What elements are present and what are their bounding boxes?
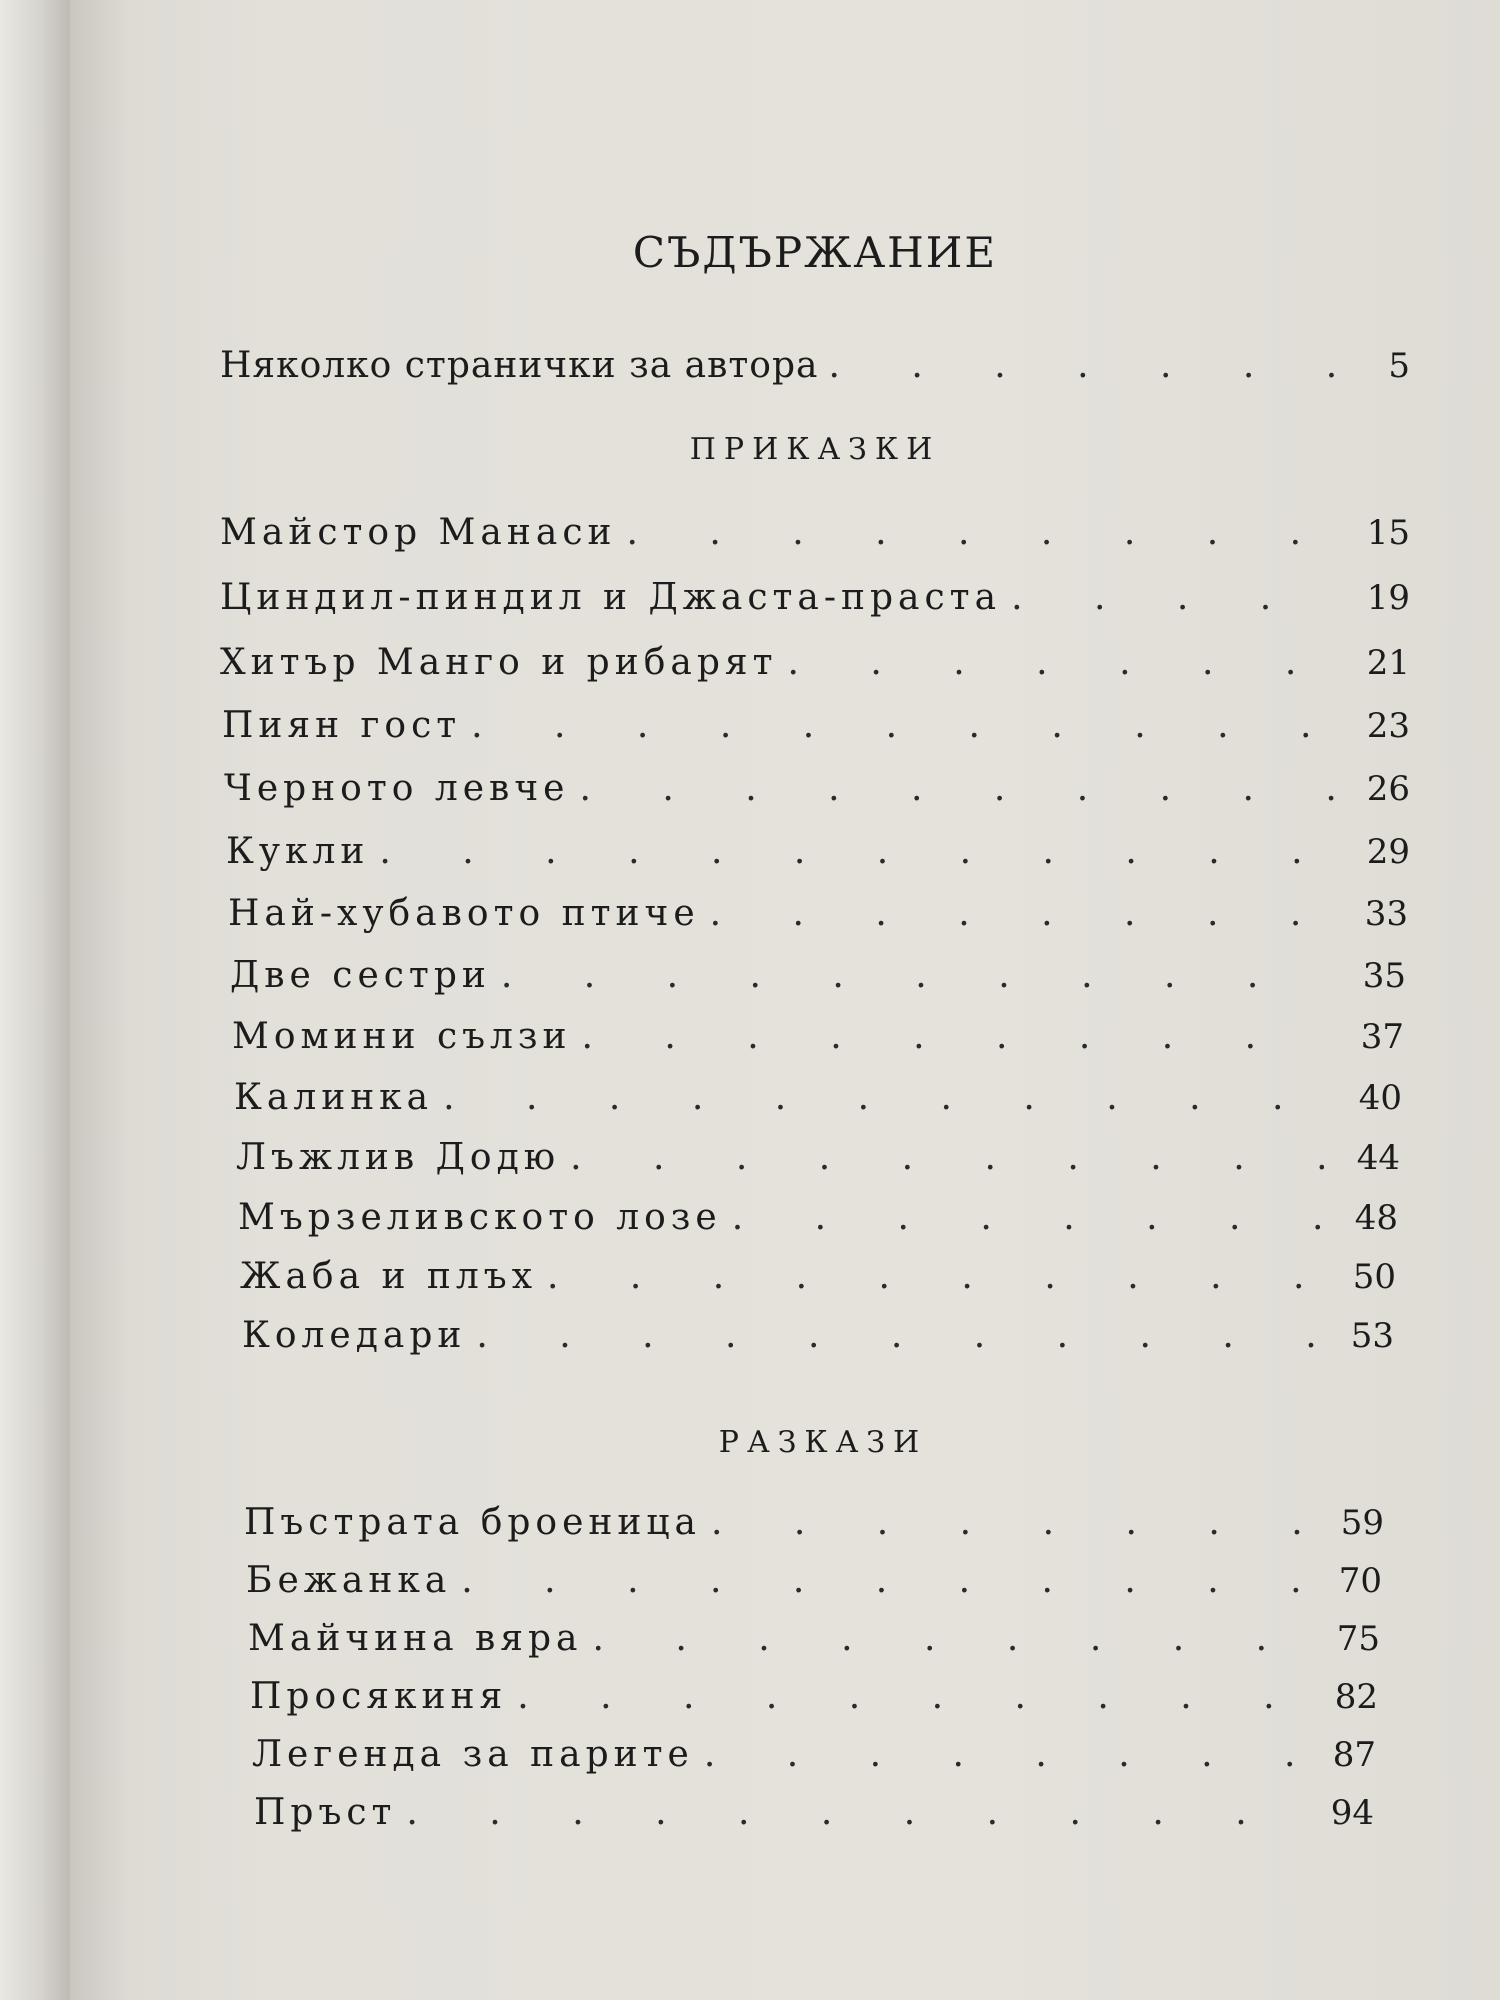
toc-entry-label: Две сестри bbox=[230, 955, 491, 996]
toc-entry bbox=[246, 1560, 1382, 1601]
toc-entry-label: Мързеливското лозе bbox=[238, 1197, 722, 1238]
toc-entry-label: Майстор Манаси bbox=[220, 512, 617, 553]
toc-entry-label: Черното левче bbox=[224, 768, 570, 809]
toc-entry bbox=[220, 512, 1410, 553]
toc-title: СЪДЪРЖАНИЕ bbox=[632, 228, 998, 277]
toc-entry bbox=[228, 893, 1408, 934]
dot-leader bbox=[711, 1502, 1308, 1543]
dot-leader bbox=[476, 1315, 1318, 1356]
toc-entry bbox=[250, 1676, 1378, 1717]
toc-entry bbox=[220, 577, 1410, 618]
toc-entry-page: 21 bbox=[1366, 643, 1410, 683]
toc-entry-page: 37 bbox=[1360, 1017, 1404, 1057]
toc-entry bbox=[252, 1734, 1376, 1775]
toc-entry bbox=[232, 1016, 1404, 1057]
dot-leader bbox=[379, 831, 1334, 872]
toc-entry-label: Бежанка bbox=[246, 1560, 452, 1601]
toc-entry-page: 5 bbox=[1388, 346, 1410, 386]
toc-entry-label: Лъжлив Додю bbox=[236, 1137, 561, 1178]
toc-entry-page: 87 bbox=[1332, 1735, 1376, 1775]
book-page bbox=[70, 0, 1500, 2000]
toc-entry bbox=[238, 1197, 1398, 1238]
toc-entry bbox=[248, 1618, 1380, 1659]
toc-entry-page: 94 bbox=[1330, 1793, 1374, 1833]
toc-entry-label: Хитър Манго и рибарят bbox=[220, 642, 778, 683]
toc-entry-label: Момини сълзи bbox=[232, 1016, 572, 1057]
toc-entry-label: Майчина вяра bbox=[248, 1618, 583, 1659]
toc-entry-page: 50 bbox=[1352, 1257, 1396, 1297]
toc-entry bbox=[240, 1256, 1396, 1297]
toc-entry-page: 40 bbox=[1358, 1078, 1402, 1118]
dot-leader bbox=[443, 1077, 1326, 1118]
dot-leader bbox=[471, 705, 1334, 746]
dot-leader bbox=[710, 893, 1332, 934]
toc-entry-label: Калинка bbox=[234, 1077, 434, 1118]
book-spine-shadow bbox=[0, 0, 70, 2000]
section-title-stories: РАЗКАЗИ bbox=[718, 1425, 928, 1460]
dot-leader bbox=[1011, 577, 1334, 618]
dot-leader bbox=[406, 1792, 1298, 1833]
dot-leader bbox=[461, 1560, 1306, 1601]
toc-entry-page: 70 bbox=[1338, 1561, 1382, 1601]
toc-entry bbox=[220, 642, 1410, 683]
toc-entry-label: Пъстрата броеница bbox=[244, 1502, 702, 1543]
toc-entry bbox=[226, 831, 1410, 872]
toc-entry-page: 75 bbox=[1336, 1619, 1380, 1659]
toc-entry-page: 59 bbox=[1340, 1503, 1384, 1543]
toc-entry bbox=[254, 1792, 1374, 1833]
dot-leader bbox=[579, 768, 1334, 809]
toc-entry-label: Коледари bbox=[242, 1315, 467, 1356]
toc-entry-page: 33 bbox=[1364, 894, 1408, 934]
toc-entry-label: Просякиня bbox=[250, 1676, 508, 1717]
toc-entry-page: 26 bbox=[1366, 769, 1410, 809]
dot-leader bbox=[732, 1197, 1322, 1238]
toc-entry-label: Жаба и плъх bbox=[240, 1256, 537, 1297]
dot-leader bbox=[828, 345, 1334, 386]
toc-entry-page: 53 bbox=[1350, 1316, 1394, 1356]
toc-entry-label: Най-хубавото птиче bbox=[228, 893, 700, 934]
toc-entry-label: Легенда за парите bbox=[252, 1734, 694, 1775]
toc-entry bbox=[234, 1077, 1402, 1118]
dot-leader bbox=[704, 1734, 1300, 1775]
toc-entry-page: 48 bbox=[1354, 1198, 1398, 1238]
toc-entry-author-note bbox=[220, 345, 1410, 386]
toc-entry-label: Пиян гост bbox=[222, 705, 462, 746]
toc-entry-label: Циндил-пиндил и Джаста-праста bbox=[220, 577, 1002, 618]
toc-entry-label: Няколко странички за автора bbox=[220, 345, 819, 386]
section-title-fairy-tales: ПРИКАЗКИ bbox=[689, 432, 941, 467]
toc-entry bbox=[230, 955, 1406, 996]
dot-leader bbox=[582, 1016, 1328, 1057]
toc-entry-label: Кукли bbox=[226, 831, 370, 872]
dot-leader bbox=[593, 1618, 1305, 1659]
toc-entry bbox=[242, 1315, 1394, 1356]
toc-entry-page: 19 bbox=[1366, 578, 1410, 618]
toc-entry-page: 35 bbox=[1362, 956, 1406, 996]
toc-entry-label: Пръст bbox=[254, 1792, 397, 1833]
toc-entry-page: 44 bbox=[1356, 1138, 1400, 1178]
toc-entry-page: 82 bbox=[1334, 1677, 1378, 1717]
toc-entry-page: 15 bbox=[1366, 513, 1410, 553]
dot-leader bbox=[547, 1256, 1320, 1297]
toc-entry bbox=[224, 768, 1410, 809]
dot-leader bbox=[627, 512, 1335, 553]
toc-entry bbox=[236, 1137, 1400, 1178]
toc-entry bbox=[222, 705, 1410, 746]
dot-leader bbox=[501, 955, 1330, 996]
dot-leader bbox=[788, 642, 1334, 683]
toc-entry bbox=[244, 1502, 1384, 1543]
dot-leader bbox=[517, 1676, 1302, 1717]
toc-entry-page: 29 bbox=[1366, 832, 1410, 872]
dot-leader bbox=[570, 1137, 1324, 1178]
toc-entry-page: 23 bbox=[1366, 706, 1410, 746]
